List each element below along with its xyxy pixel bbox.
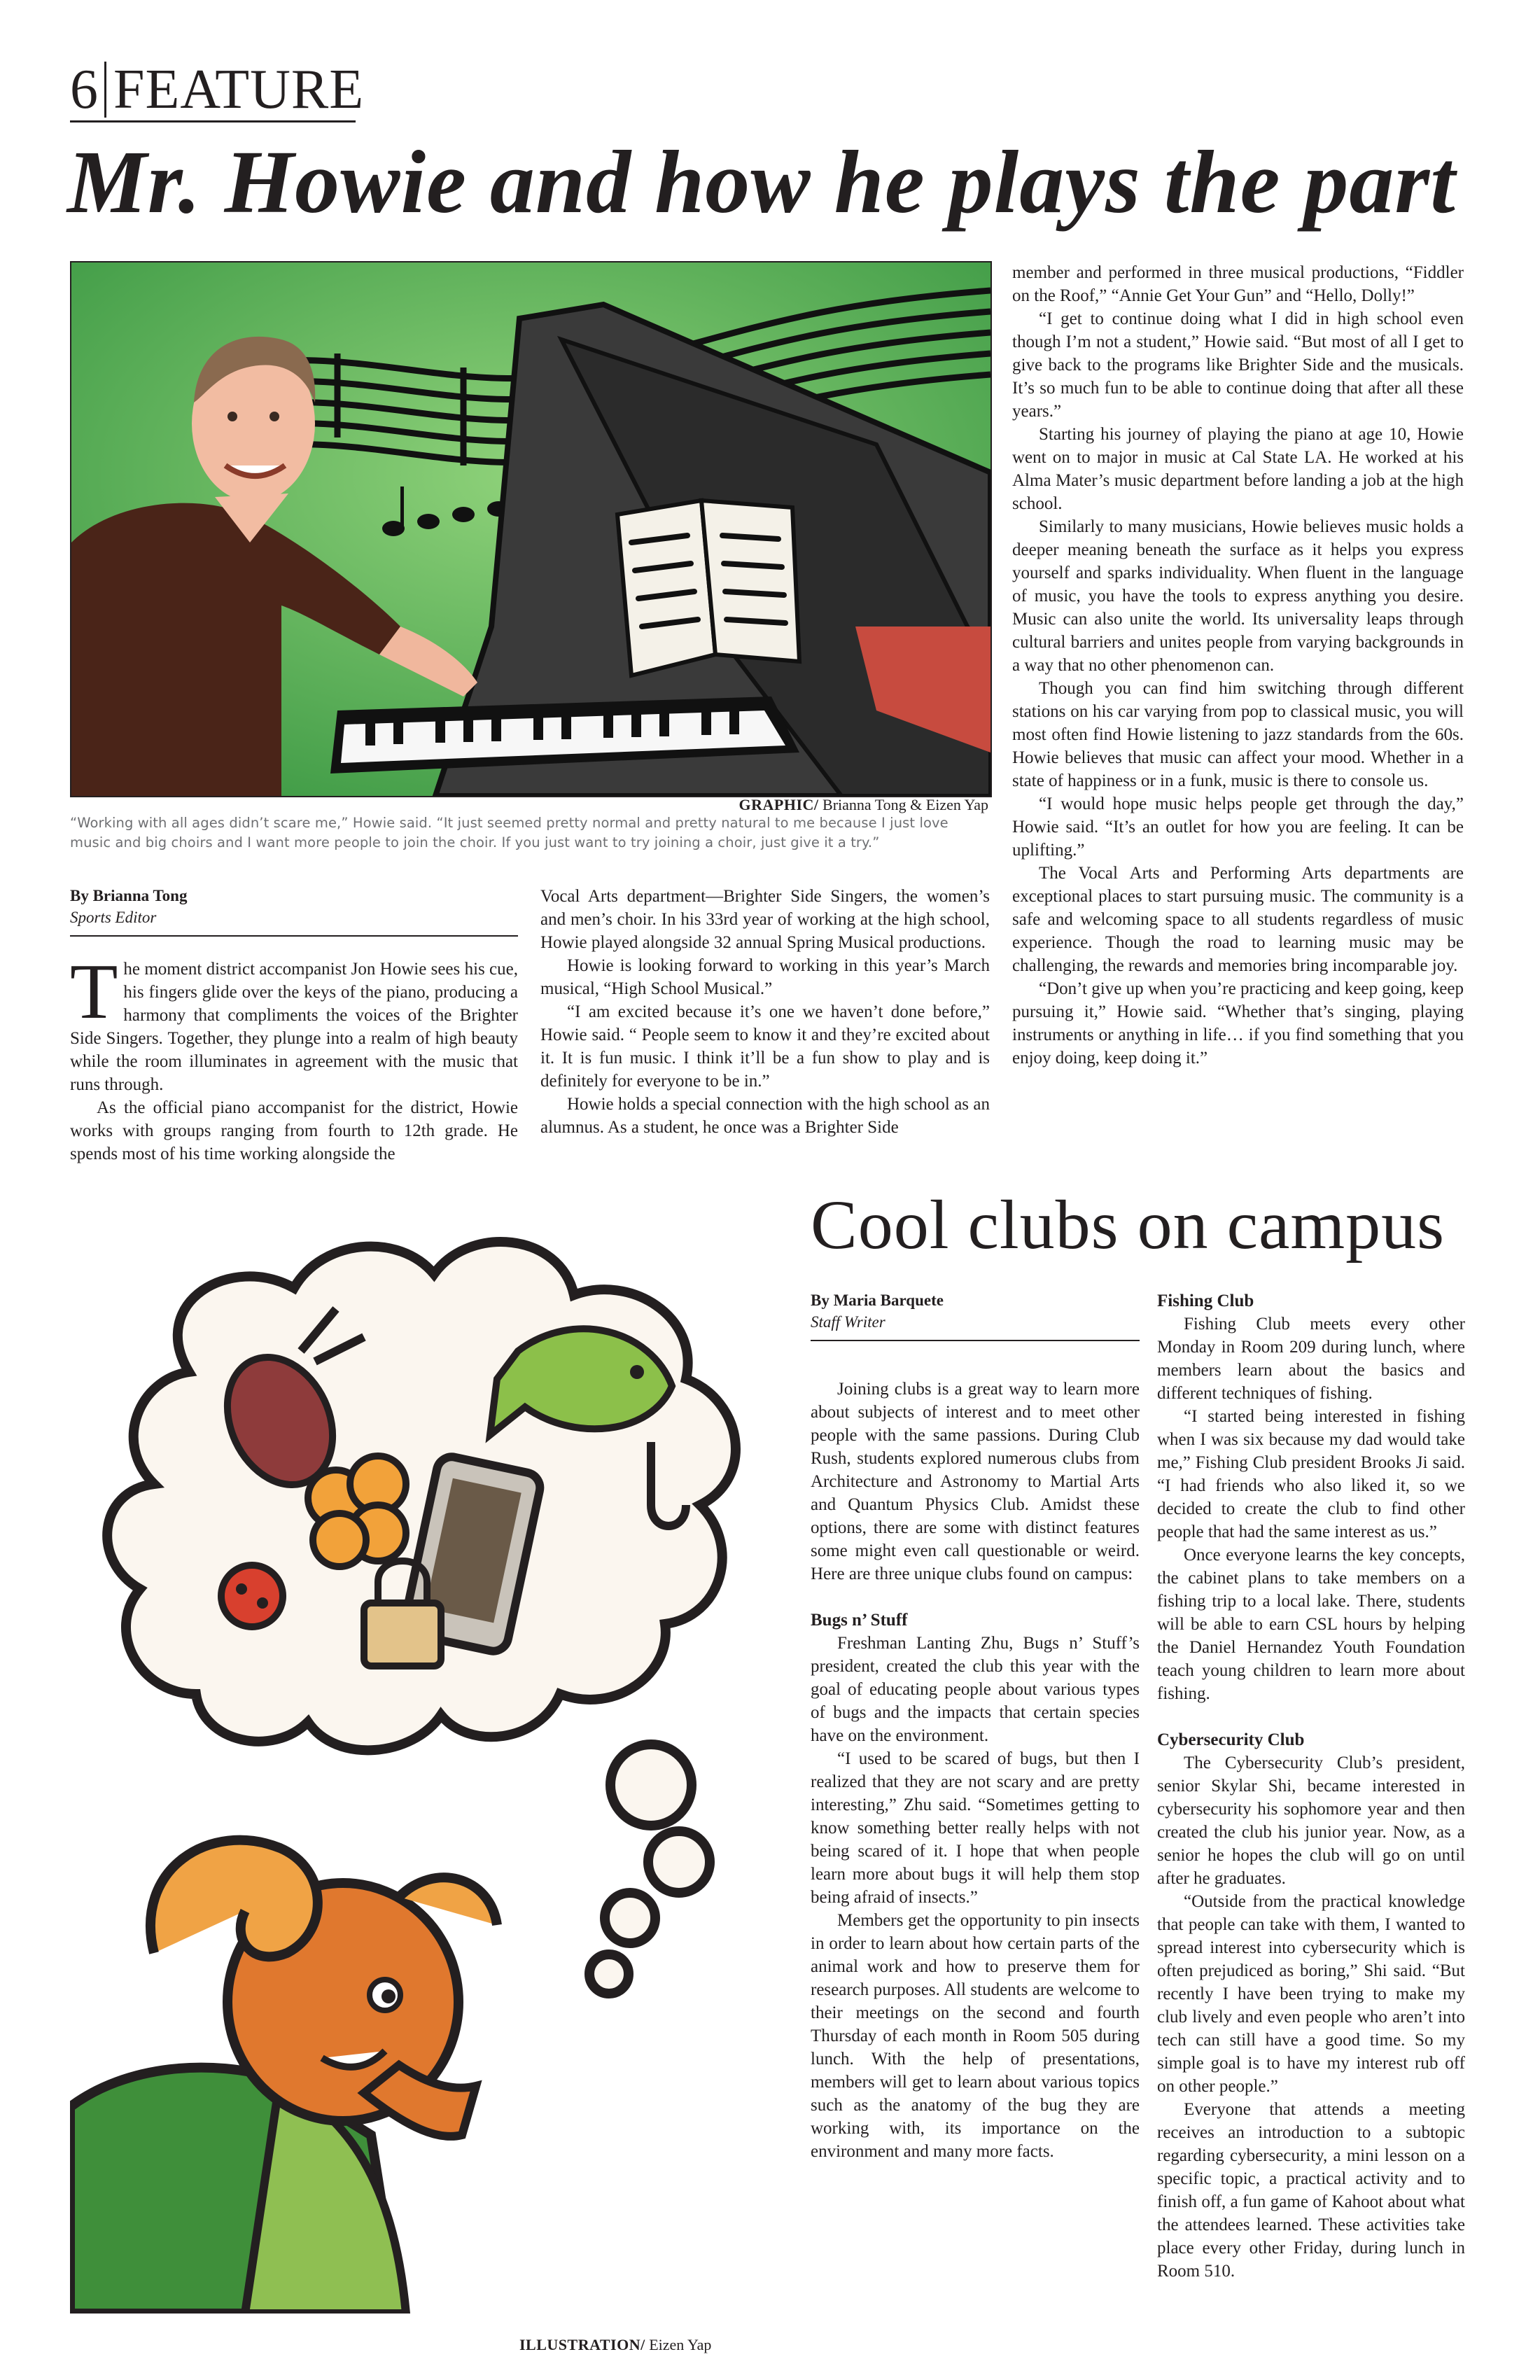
paragraph: “I started being interested in fishing when I was six because my dad would take me,” Fishing Club president Brooks Ji said. “I had friends who also liked it, so we decided to create the club to find other people that had the same interest as us.”: [1157, 1407, 1465, 1541]
paragraph: As the official piano accompanist for the district, Howie works with groups ranging from fourth to 12th grade. He spends most of his time working alongside the: [70, 1098, 518, 1163]
paragraph: Joining clubs is a great way to learn more about subjects of interest and to meet other people with the same passions. During Club Rush, students explored numerous clubs from Architecture and Astronomy to Martial Arts and Quantum Physics Club. Amidst these options, there are some with distinct features some might even call questionable or weird. Here are three unique clubs found on campus:: [811, 1380, 1140, 1583]
photo-caption: “Working with all ages didn’t scare me,” Howie said. “It just seemed pretty normal and pretty natural to me because I just love music and big choirs and I want more people to join the choir. If you just want to try joining a choir, just give it a try.”: [70, 815, 948, 850]
byline-title: Sports Editor: [70, 909, 157, 926]
drop-cap: T: [70, 948, 118, 1035]
ram-thought-illustration: [70, 1211, 770, 2314]
clubs-column-2: [1157, 1289, 1465, 2283]
paragraph: Howie is looking forward to working in this year’s March musical, “High School Musical.”: [540, 956, 990, 998]
paragraph: “I get to continue doing what I did in high school even though I’m not a student,” Howie said. “But most of all I get to give back to the programs like Brighter Side and the musicals. It’s so much fun to be able to continue doing that after all these years.”: [1012, 309, 1464, 421]
paragraph: The Vocal Arts and Performing Arts departments are exceptional places to start pursuing music. The community is a safe and welcoming space to all students regardless of music experience. Though the road to learning music may be challenging, the rewards and memories bring incomparable joy.: [1012, 864, 1464, 975]
paragraph: Similarly to many musicians, Howie believes music holds a deeper meaning beneath the surface as it helps you express yourself and sparks individuality. When fluent in the language of music, you have the tools to express anything you desire. Music can also unite the world. Its universality leaps through cultural barriers and unites people from varying backgrounds in a way that no other phenomenon can.: [1012, 517, 1464, 675]
paragraph: Starting his journey of playing the piano at age 10, Howie went on to major in music at Cal State LA. He worked at his Alma Mater’s music department before landing a job at the high school.: [1012, 425, 1464, 513]
paragraph: Members get the opportunity to pin insects in order to learn about how certain parts of the animal work and how to preserve them for research purposes. All students are welcome to their meetings on the second and fourth Thursday of each month in Room 505 during lunch. With the help of presentations, members will get to learn about various topics such as the anatomy of the bug they are working with, its importance on the environment and many more facts.: [811, 1911, 1140, 2161]
page-number: 6: [70, 62, 106, 118]
illustration-credit-names: Eizen Yap: [645, 2336, 712, 2353]
feature-column-2: [540, 885, 990, 1139]
feature-graphic: [70, 261, 992, 797]
paragraph: Once everyone learns the key concepts, the cabinet plans to take members on a fishing trip to a local lake. There, students will be able to earn CSL hours by helping the Daniel Hernandez Youth Foundation teach young children to learn more about fishing.: [1157, 1546, 1465, 1703]
subhead-fishing: Fishing Club: [1157, 1292, 1254, 1310]
feature-column-3: [1012, 261, 1464, 1070]
clubs-column-1: [811, 1289, 1140, 2163]
clubs-headline: Cool clubs on campus: [811, 1186, 1446, 1264]
paragraph: “I am excited because it’s one we haven’t done before,” Howie said. “ People seem to know it and they’re excited about it. It is fun music. I think it’ll be a fun show to play and is definitely for everyone to be in.”: [540, 1002, 990, 1091]
illustration-credit: [519, 2336, 778, 2354]
subhead-bugs: Bugs n’ Stuff: [811, 1611, 908, 1630]
paragraph: Everyone that attends a meeting receives an introduction to a subtopic regarding cybersecurity, a mini lesson on a specific topic, a practical activity and to finish off, a fun game of Kahoot about what the attendees learned. These activities take place every other Friday, during lunch in Room 510.: [1157, 2100, 1465, 2281]
graphic-credit-names: Brianna Tong & Eizen Yap: [818, 796, 988, 813]
piano-graphic: [71, 262, 990, 796]
paragraph: Vocal Arts department—Brighter Side Singers, the women’s and men’s choir. In his 33rd year of working at the high school, Howie played alongside 32 annual Spring Musical productions.: [540, 887, 990, 952]
illustration-credit-label: ILLUSTRATION/: [519, 2336, 645, 2353]
paragraph: The Cybersecurity Club’s president, senior Skylar Shi, became interested in cybersecurity his sophomore year and then created the club his junior year. Now, as a senior he hopes the club will go on until after he graduates.: [1157, 1754, 1465, 1888]
byline-name: By Brianna Tong: [70, 887, 188, 904]
section-name: FEATURE: [113, 59, 365, 120]
section-label: [70, 59, 365, 120]
feature-column-1: [70, 885, 518, 1166]
section-rule: [70, 120, 356, 122]
byline-name: By Maria Barquete: [811, 1292, 944, 1309]
paragraph: Fishing Club meets every other Monday in Room 209 during lunch, where members learn about the basics and different techniques of fishing.: [1157, 1315, 1465, 1403]
feature-headline: Mr. Howie and how he plays the part: [67, 132, 1456, 232]
paragraph: he moment district accompanist Jon Howie sees his cue, his fingers glide over the keys of the piano, producing a harmony that compliments the voices of the Brighter Side Singers. Together, they plunge into a realm of high beauty while the room illuminates in agreement with the music that runs through.: [70, 960, 518, 1094]
paragraph: Freshman Lanting Zhu, Bugs n’ Stuff’s president, created the club this year with the goal of educating people about various types of bugs and the impacts that certain species have on the environment.: [811, 1634, 1140, 1745]
paragraph: “I would hope music helps people get through the day,” Howie said. “It’s an outlet for how you are feeling. It can be uplifting.”: [1012, 794, 1464, 860]
clubs-illustration: [70, 1211, 770, 2314]
byline-title: Staff Writer: [811, 1313, 886, 1331]
paragraph: member and performed in three musical productions, “Fiddler on the Roof,” “Annie Get Your Gun” and “Hello, Dolly!”: [1012, 263, 1464, 305]
graphic-credit-label: GRAPHIC/: [738, 796, 819, 813]
paragraph: “I used to be scared of bugs, but then I realized that they are not scary and are pretty interesting,” Zhu said. “Sometimes getting to know something better really helps with not being scared of it. I hope that when people learn more about bugs it will help them stop being afraid of insects.”: [811, 1749, 1140, 1907]
graphic-credit: [735, 796, 988, 814]
paragraph: Howie holds a special connection with the high school as an alumnus. As a student, he once was a Brighter Side: [540, 1095, 990, 1137]
paragraph: Though you can find him switching through different stations on his car varying from pop to classical music, you will most often find Howie listening to jazz standards from the 60s. Howie believes that music can affect your mood. Whether in a state of happiness or in a funk, music is there to console us.: [1012, 679, 1464, 790]
paragraph: “Outside from the practical knowledge that people can take with them, I wanted to spread interest into cybersecurity which is often prejudiced as boring,” Shi said. “But recently I have been trying to make my club lively and even people who aren’t into tech can still have a good time. So my simple goal is to have my interest rub off on other people.”: [1157, 1892, 1465, 2096]
paragraph: “Don’t give up when you’re practicing and keep going, keep pursuing it,” Howie said. “Whether that’s singing, playing instruments or anything in life… if you find something that you enjoy doing, keep doing it.”: [1012, 979, 1464, 1068]
subhead-cybersecurity: Cybersecurity Club: [1157, 1730, 1305, 1749]
